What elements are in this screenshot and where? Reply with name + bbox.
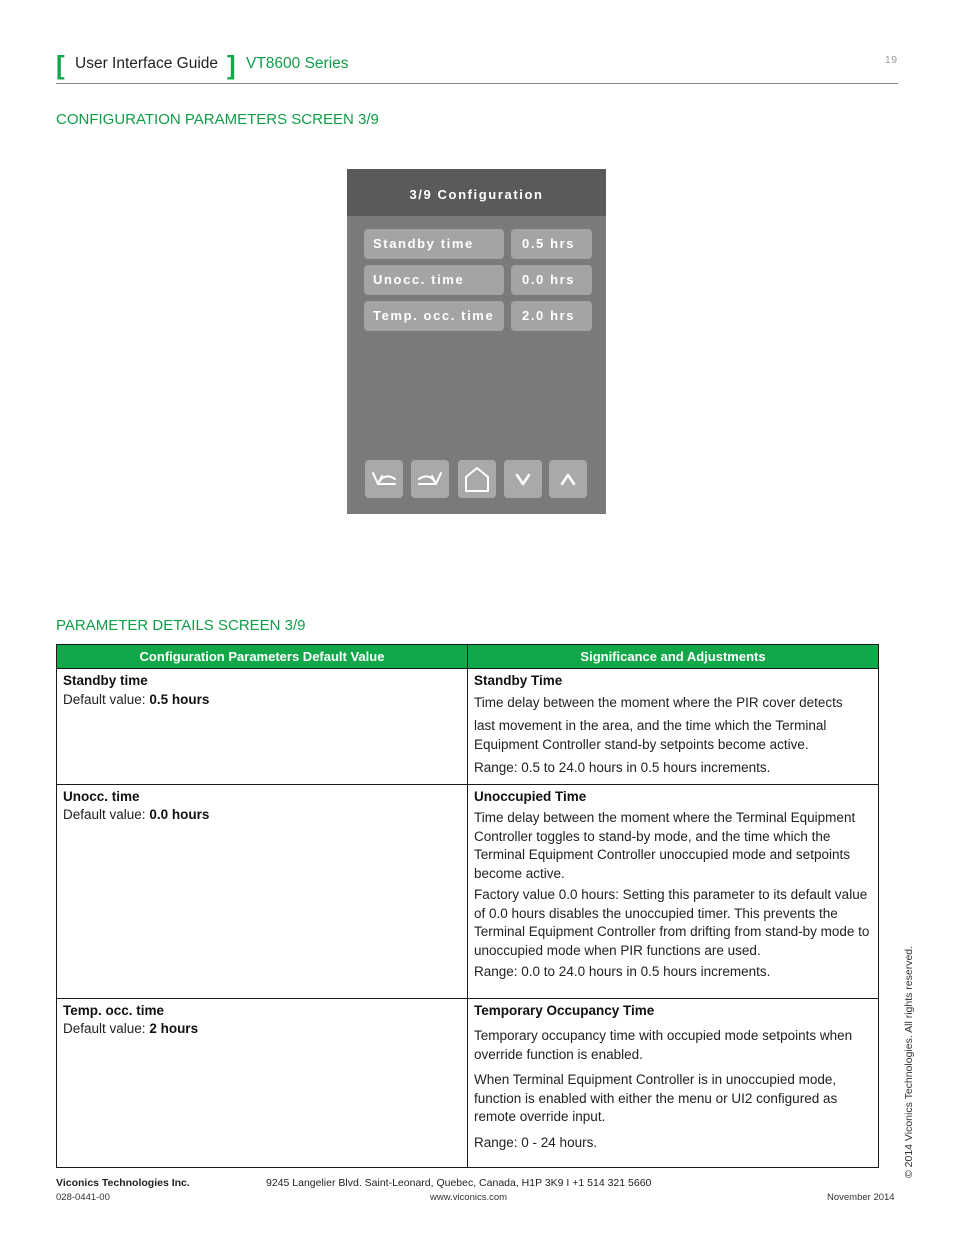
param-name: Standby time <box>63 673 148 688</box>
table-row <box>57 784 879 998</box>
left-bracket-icon: [ <box>56 50 65 80</box>
param-value-standby[interactable]: 0.5 hrs <box>511 229 592 259</box>
forward-button[interactable] <box>411 460 449 498</box>
significance-text: Time delay between the moment where the PIR cover detects <box>474 694 843 710</box>
copyright-notice: © 2014 Viconics Technologies. All rights reserved. <box>903 945 915 1178</box>
significance-cell <box>468 998 879 1167</box>
device-screen <box>347 169 606 514</box>
footer-company: Viconics Technologies Inc. <box>56 1177 190 1189</box>
range-text: Range: 0.0 to 24.0 hours in 0.5 hours increments. <box>474 964 771 979</box>
home-icon <box>462 464 492 494</box>
device-title: 3/9 Configuration <box>409 187 544 202</box>
significance-title: Standby Time <box>474 673 563 688</box>
home-button[interactable] <box>458 460 496 498</box>
footer-address: 9245 Langelier Blvd. Saint-Leonard, Quebec, Canada, H1P 3K9 I +1 514 321 5660 <box>266 1177 652 1189</box>
param-value-temp-occ[interactable]: 2.0 hrs <box>511 301 592 331</box>
page-number: 19 <box>885 55 899 66</box>
table-row <box>57 998 879 1167</box>
forward-icon <box>415 464 445 494</box>
significance-text: last movement in the area, and the time which the Terminal Equipment Controller stand-by setpoints become active. <box>474 718 827 752</box>
default-value: Default value: 0.5 hours <box>63 691 210 707</box>
guide-title: User Interface Guide <box>75 55 219 72</box>
significance-text: When Terminal Equipment Controller is in unoccupied mode, function is enabled with either the menu or UI2 configured as remote override input. <box>474 1072 838 1124</box>
significance-title: Unoccupied Time <box>474 788 587 804</box>
param-label-unocc[interactable]: Unocc. time <box>364 265 504 295</box>
series-title: VT8600 Series <box>246 55 349 72</box>
section-title-config: CONFIGURATION PARAMETERS SCREEN 3/9 <box>56 111 379 128</box>
column-header-default: Configuration Parameters Default Value <box>57 645 468 669</box>
param-value-unocc[interactable]: 0.0 hrs <box>511 265 592 295</box>
down-button[interactable] <box>504 460 542 498</box>
up-button[interactable] <box>549 460 587 498</box>
param-label-temp-occ[interactable]: Temp. occ. time <box>364 301 504 331</box>
parameter-table <box>56 644 879 1168</box>
table-row <box>57 669 879 785</box>
chevron-up-icon <box>553 464 583 494</box>
param-cell <box>57 998 468 1167</box>
param-cell <box>57 784 468 998</box>
header-divider <box>56 83 898 84</box>
significance-title: Temporary Occupancy Time <box>474 1002 655 1018</box>
range-text: Range: 0 - 24 hours. <box>474 1134 598 1150</box>
column-header-significance: Significance and Adjustments <box>468 645 879 669</box>
param-name: Temp. occ. time <box>63 1002 165 1018</box>
section-title-details: PARAMETER DETAILS SCREEN 3/9 <box>56 617 306 634</box>
significance-cell <box>468 669 879 785</box>
significance-text: Factory value 0.0 hours: Setting this parameter to its default value of 0.0 hours disables the unoccupied timer. This prevents the Terminal Equipment Controller from drifting from stand-by mode to unoccupied mode when PIR functions are used. <box>474 887 870 958</box>
significance-text: Time delay between the moment where the Terminal Equipment Controller toggles to stand-by mode, and the time which the Terminal Equipment Controller unoccupied mode and setpoints become active. <box>474 810 856 881</box>
footer-website: www.viconics.com <box>430 1192 508 1203</box>
right-bracket-icon: ] <box>227 50 236 80</box>
back-button[interactable] <box>365 460 403 498</box>
back-icon <box>369 464 399 494</box>
default-value: Default value: 2 hours <box>63 1021 199 1036</box>
default-value: Default value: 0.0 hours <box>63 807 210 822</box>
footer-doc-number: 028-0441-00 <box>56 1192 110 1203</box>
param-label-standby[interactable]: Standby time <box>364 229 504 259</box>
param-name: Unocc. time <box>63 788 140 804</box>
footer-date: November 2014 <box>827 1192 895 1203</box>
range-text: Range: 0.5 to 24.0 hours in 0.5 hours increments. <box>474 760 771 775</box>
table-header-row <box>57 645 879 669</box>
significance-cell <box>468 784 879 998</box>
significance-text: Temporary occupancy time with occupied mode setpoints when override function is enabled. <box>474 1028 853 1062</box>
param-cell <box>57 669 468 785</box>
chevron-down-icon <box>508 464 538 494</box>
